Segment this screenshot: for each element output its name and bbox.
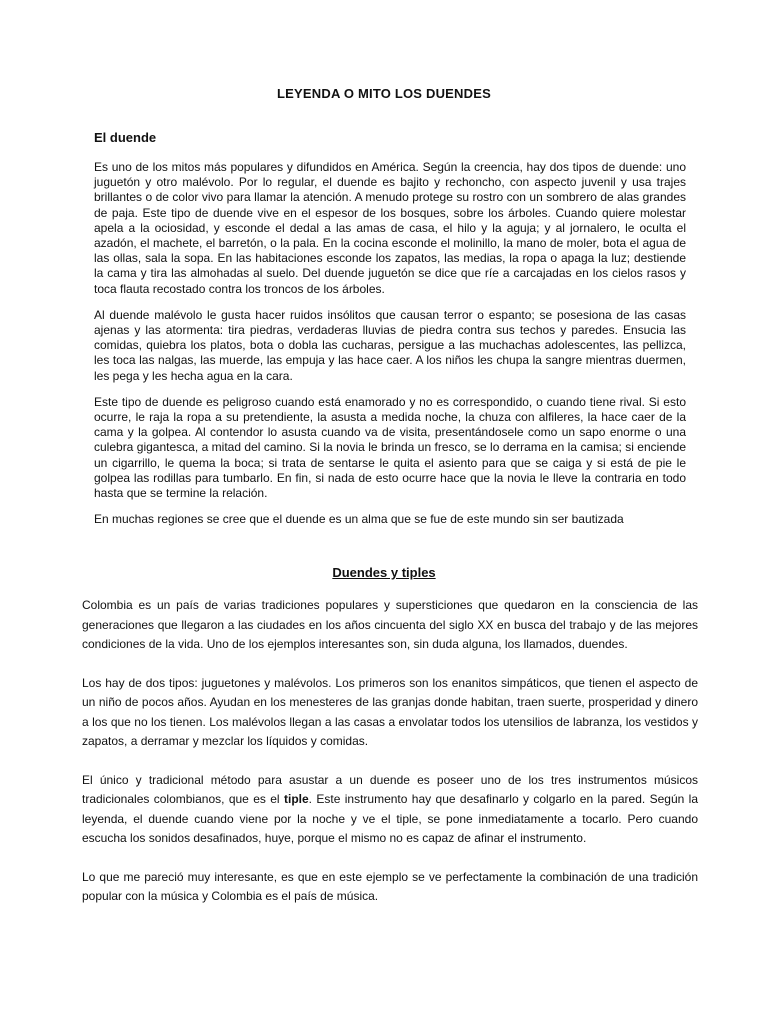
text-span: . Este instrumento hay que desafinarlo y colgarlo en la pared. Según la leyenda, el duende cuando viene por la noche y ve el tiple, se pone inmediatamente a tocarlo. Pero cuando escucha los sonidos desafinados, huye, porque el mismo no es capaz de afinar el instrumento. [82, 792, 699, 845]
paragraph: Colombia es un país de varias tradiciones populares y supersticiones que quedaron en la consciencia de las generaciones que llegaron a las ciudades en los años cincuenta del siglo XX en busca del trabajo y de las mejores condiciones de la vida. Uno de los ejemplos interesantes son, sin duda alguna, los llamados, duendes. [82, 598, 698, 651]
paragraph: Es uno de los mitos más populares y difundidos en América. Según la creencia, hay dos tipos de duende: uno juguetón y otro malévolo. Por lo regular, el duende es bajito y rechoncho, con aspecto juvenil y usa trajes brillantes o de color vivo para llamar la atención. A menudo protege su rostro con un sombrero de alas grandes de paja. Este tipo de duende vive en el espesor de los bosques, sobre los árboles. Cuando quiere molestar apela a la ociosidad, y esconde el dedal a las amas de casa, el hilo y la aguja; y al jornalero, le oculta el azadón, el machete, el barretón, o la pala. En la cocina esconde el molinillo, la mano de moler, bota el agua de las ollas, sala la sopa. En las habitaciones esconde los zapatos, las medias, la ropa o apaga la luz; destiende la cama y tira las almohadas al suelo. Del duende juguetón se dice que ríe a carcajadas en los cielos rasos y toca flauta recostado contra los troncos de los árboles. [94, 160, 686, 296]
paragraph: Al duende malévolo le gusta hacer ruidos insólitos que causan terror o espanto; se posesiona de las casas ajenas y las atormenta: tira piedras, verdaderas lluvias de piedra contra sus techos y paredes. Ensucia las comidas, quiebra los platos, bota o dobla las cucharas, persigue a las muchachas adolescentes, las pellizca, les toca las nalgas, las muerde, las empuja y las hace caer. A los niños les chupa la sangre mientras duermen, les pega y les hecha agua en la cara. [94, 307, 686, 383]
text-span: El único y tradicional método para asustar a un duende es poseer uno de los tres instrumentos músicos tradicionales colombianos, que es el [82, 772, 698, 806]
section-duendes-y-tiples [82, 596, 698, 926]
paragraph: En muchas regiones se cree que el duende es un alma que se fue de este mundo sin ser bautizada [94, 512, 624, 527]
section-heading: El duende [94, 130, 157, 145]
paragraph: Los hay de dos tipos: juguetones y malévolos. Los primeros son los enanitos simpáticos, que tienen el aspecto de un niño de pocos años. Ayudan en los menesteres de las granjas donde habitan, traen suerte, prosperidad y dinero a los que no los tienen. Los malévolos llegan a las casas a envolatar todos los utensilios de labranza, los vestidos y zapatos, a derramar y mezclar los líquidos y comidas. [82, 675, 698, 748]
paragraph: Este tipo de duende es peligroso cuando está enamorado y no es correspondido, o cuando tiene rival. Si esto ocurre, le raja la ropa a su pretendiente, la asusta a medida noche, la chuza con alfileres, la hace caer de la cama y la golpea. Al contendor lo asusta cuando va de visita, presentándosele como un sapo enorme o una culebra gigantesca, a mitad del camino. Si la novia le brinda un fresco, se lo derrama en la camisa; si enciende un cigarrillo, le quema la boca; si trata de sentarse le quita el asiento para que se caiga y si está de pie le golpea las rodillas para tumbarlo. En fin, si nada de esto ocurre hace que la novia le lleve la contraria en todo hasta que se termine la relación. [94, 394, 686, 501]
bold-term: tiple [283, 792, 309, 806]
paragraph [82, 771, 698, 849]
section-heading-duendes-y-tiples: Duendes y tiples [332, 565, 436, 580]
document-title: LEYENDA O MITO LOS DUENDES [277, 86, 491, 101]
section-el-duende [94, 130, 686, 538]
paragraph: Lo que me pareció muy interesante, es que en este ejemplo se ve perfectamente la combinación de una tradición popular con la música y Colombia es el país de música. [82, 869, 698, 903]
